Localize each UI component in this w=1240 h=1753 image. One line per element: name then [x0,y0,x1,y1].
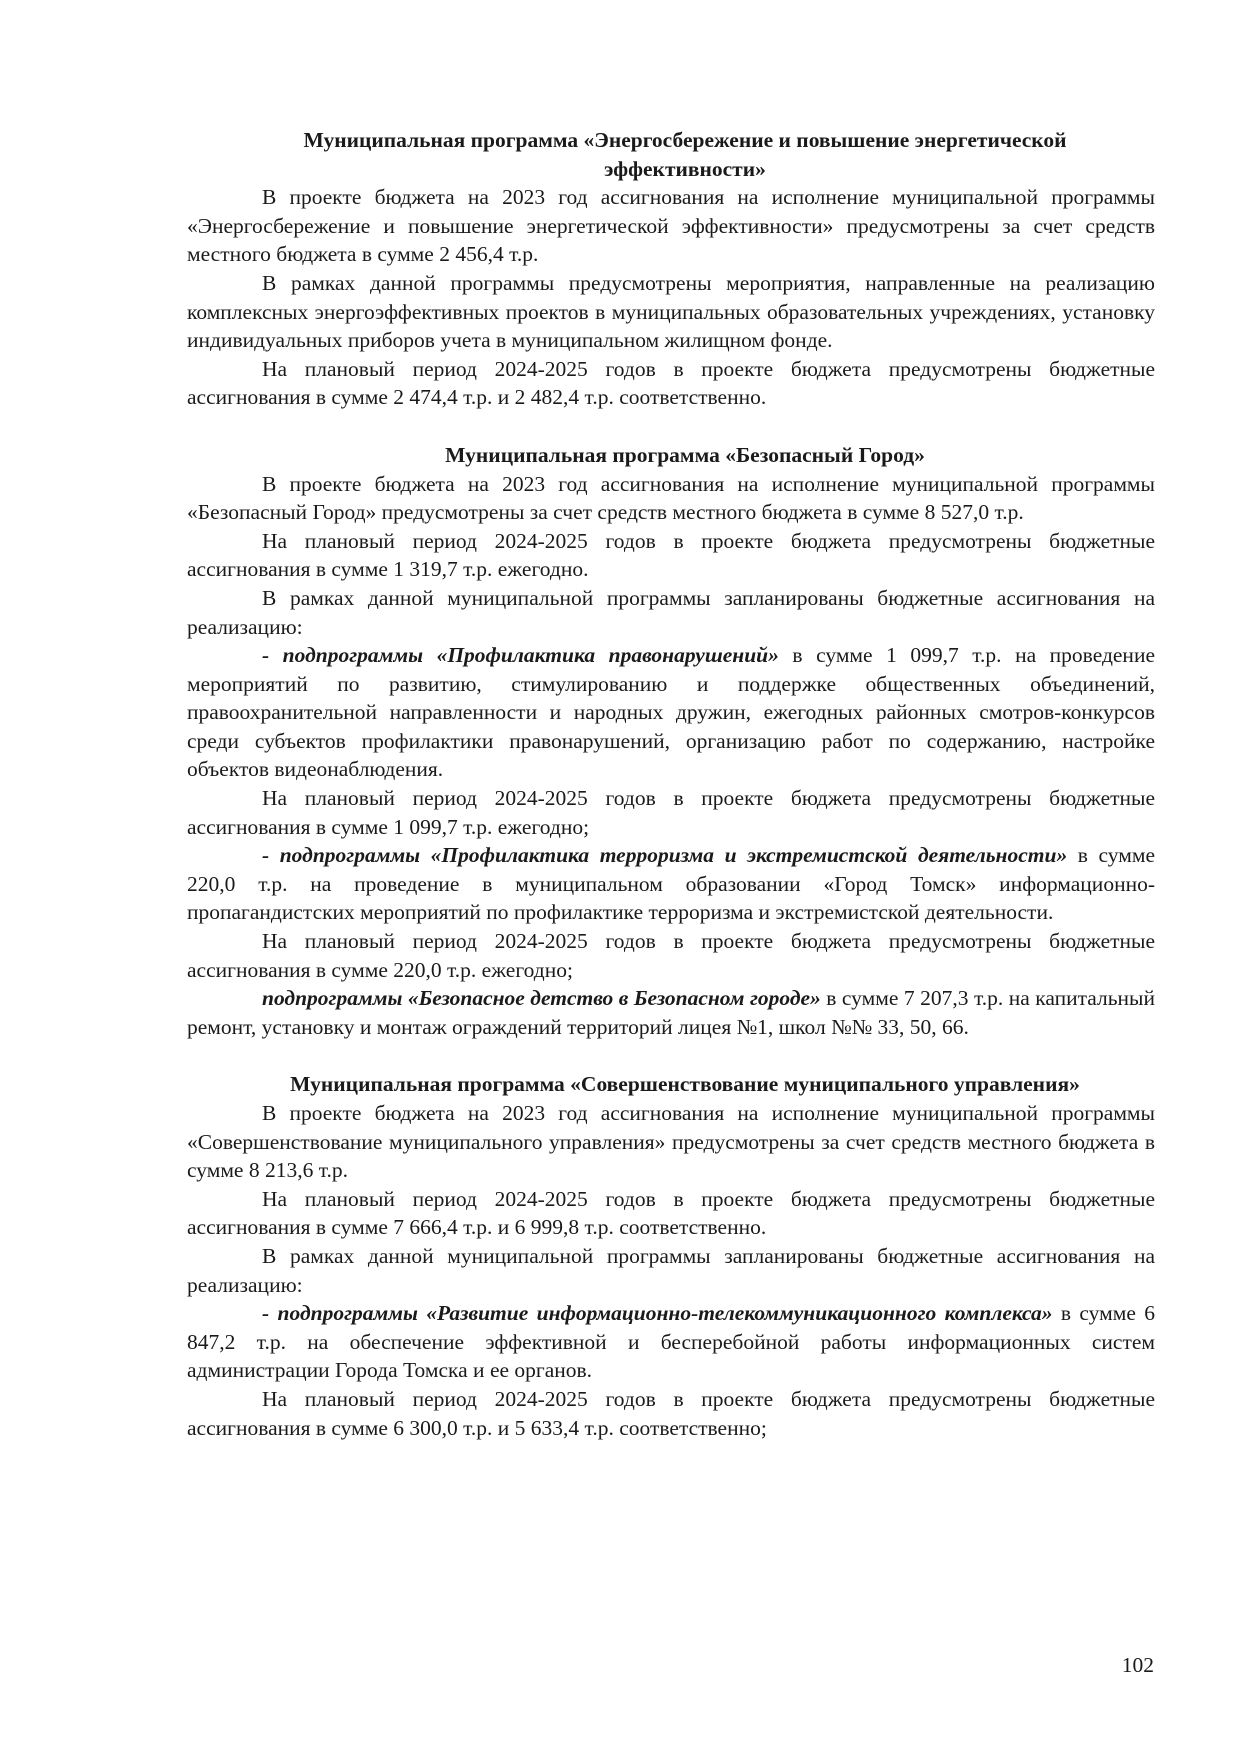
subprogram-title: - подпрограммы «Развитие информационно-телекоммуникационного комплекса» [262,1301,1053,1326]
section-heading: Муниципальная программа «Совершенствование муниципального управления» [290,1072,1080,1097]
section-safe-city [187,441,1155,1041]
paragraph: В проекте бюджета на 2023 год ассигнования на исполнение муниципальной программы «Энергосбережение и повышение энергетической эффективности» предусмотрены за счет средств местного бюджета в сумме 2 456,4 т.р. [187,185,1155,267]
paragraph: На плановый период 2024-2025 годов в проекте бюджета предусмотрены бюджетные ассигнования в сумме 2 474,4 т.р. и 2 482,4 т.р. соответственно. [187,356,1155,410]
subprogram-title: подпрограммы «Безопасное детство в Безопасном городе» [262,986,821,1011]
paragraph: На плановый период 2024-2025 годов в проекте бюджета предусмотрены бюджетные ассигнования в сумме 6 300,0 т.р. и 5 633,4 т.р. соответственно; [187,1386,1155,1440]
subprogram-paragraph [187,841,1155,927]
section-energy-saving [187,126,1155,412]
subprogram-text: в сумме 7 207,3 т.р. на капитальный ремонт, установку и монтаж ограждений территорий лицея №1, школ №№ 33, 50, 66. [187,986,1155,1039]
subprogram-text: в сумме 220,0 т.р. на проведение в муниципальном образовании «Город Томск» информационно-пропагандистских мероприятий по профилактике терроризма и экстремистской деятельности. [187,843,1155,925]
paragraph: На плановый период 2024-2025 годов в проекте бюджета предусмотрены бюджетные ассигнования в сумме 7 666,4 т.р. и 6 999,8 т.р. соответственно. [187,1186,1155,1240]
section-municipal-management [187,1070,1155,1442]
page-number: 102 [1121,1653,1154,1677]
paragraph: В рамках данной муниципальной программы запланированы бюджетные ассигнования на реализацию: [187,1243,1155,1297]
subprogram-paragraph [187,984,1155,1041]
document-page [187,126,1155,1442]
paragraph: В проекте бюджета на 2023 год ассигнования на исполнение муниципальной программы «Безопасный Город» предусмотрены за счет средств местного бюджета в сумме 8 527,0 т.р. [187,471,1155,525]
subprogram-text: в сумме 1 099,7 т.р. на проведение мероприятий по развитию, стимулированию и поддержке общественных объединений, правоохранительной направленности и народных дружин, ежегодных районных смотров-конкурсов среди субъектов профилактики правонарушений, организацию работ по содержанию, настройке объектов видеонаблюдения. [187,643,1155,782]
section-heading: Муниципальная программа «Безопасный Город» [445,442,925,467]
subprogram-title: - подпрограммы «Профилактика правонарушений» [262,643,779,668]
subprogram-title: - подпрограммы «Профилактика терроризма и экстремистской деятельности» [262,843,1068,868]
subprogram-paragraph [187,1299,1155,1385]
paragraph: На плановый период 2024-2025 годов в проекте бюджета предусмотрены бюджетные ассигнования в сумме 1 319,7 т.р. ежегодно. [187,528,1155,582]
paragraph: В рамках данной программы предусмотрены мероприятия, направленные на реализацию комплексных энергоэффективных проектов в муниципальных образовательных учреждениях, установку индивидуальных приборов учета в муниципальном жилищном фонде. [187,270,1155,353]
section-heading: Муниципальная программа «Энергосбережение и повышение энергетической эффективности» [303,128,1067,181]
paragraph: На плановый период 2024-2025 годов в проекте бюджета предусмотрены бюджетные ассигнования в сумме 1 099,7 т.р. ежегодно; [187,786,1155,839]
paragraph: В рамках данной муниципальной программы запланированы бюджетные ассигнования на реализацию: [187,585,1155,639]
paragraph: В проекте бюджета на 2023 год ассигнования на исполнение муниципальной программы «Совершенствование муниципального управления» предусмотрены за счет средств местного бюджета в сумме 8 213,6 т.р. [187,1101,1155,1183]
subprogram-paragraph [187,641,1155,784]
subprogram-text: в сумме 6 847,2 т.р. на обеспечение эффективной и бесперебойной работы информационных систем администрации Города Томска и ее органов. [187,1301,1155,1383]
paragraph: На плановый период 2024-2025 годов в проекте бюджета предусмотрены бюджетные ассигнования в сумме 220,0 т.р. ежегодно; [187,929,1155,982]
